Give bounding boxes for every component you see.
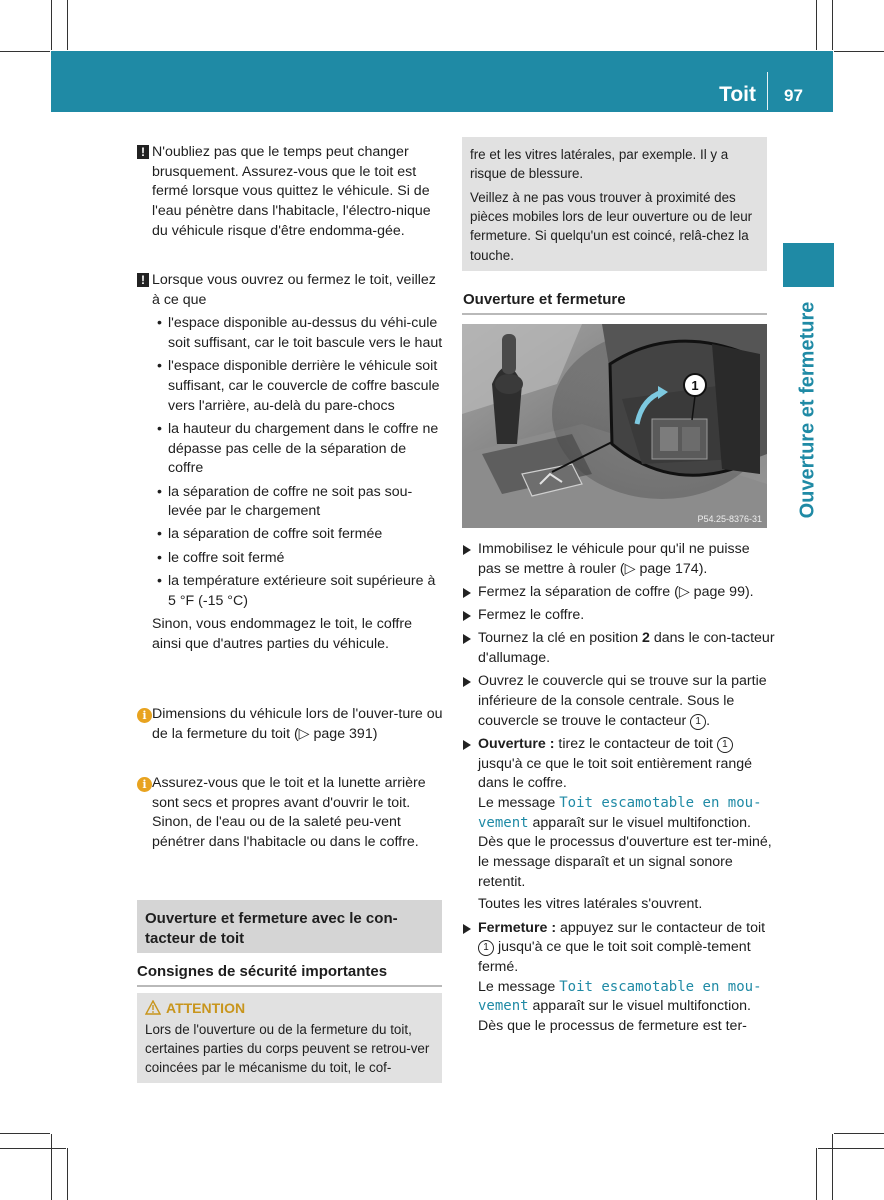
warning-triangle-icon <box>145 1000 161 1015</box>
list-item: • la hauteur du chargement dans le coffre ne dépasse pas celle de la séparation de coffre <box>152 420 443 479</box>
info-icon: i <box>137 777 152 792</box>
step-text: Tournez la clé en position <box>478 630 643 647</box>
warning-cont-2: Veillez à ne pas vous trouver à proximité des pièces mobiles lors de leur ouverture ou de leur fermeture. Si quelqu'un est coincé, relâ-chez la touche. <box>470 190 753 263</box>
step-text: jusqu'à ce que le toit soit complè-tement fermé. <box>478 939 751 976</box>
arrow-bullet-icon <box>463 740 471 750</box>
subheading-open-close: Ouverture et fermeture <box>463 291 626 308</box>
step-item <box>463 919 775 1037</box>
photo-code: P54.25-8376-31 <box>697 514 762 524</box>
step-item <box>463 583 775 603</box>
step-text: Ouvrez le couvercle qui se trouve sur la partie inférieure de la console centrale. Sous le couvercle se trouve le contacteur <box>478 673 767 729</box>
attention-box-continued <box>462 137 767 271</box>
page-header-bar <box>51 51 833 112</box>
callout-marker: 1 <box>717 737 733 753</box>
info-text: Dimensions du véhicule lors de l'ouver-ture ou de la fermeture du toit (▷ page 391) <box>152 706 443 742</box>
step-text: tirez le contacteur de toit <box>554 735 717 752</box>
list-item: • le coffre soit fermé <box>152 549 443 569</box>
side-tab-label: Ouverture et fermeture <box>796 301 819 519</box>
step-item <box>463 672 775 731</box>
crop-mark <box>51 1134 52 1200</box>
display-message: Toit escamotable en mou-vement <box>478 978 762 1015</box>
photo-callout-number: 1 <box>691 378 699 393</box>
step-label: Fermeture : <box>478 919 557 936</box>
arrow-bullet-icon <box>463 545 471 555</box>
crop-mark <box>67 0 68 50</box>
step-text: jusqu'à ce que le toit soit entièrement rangé dans le coffre. <box>478 755 753 792</box>
note-intro: Lorsque vous ouvrez ou fermez le toit, veillez à ce que <box>152 272 436 308</box>
warning-cont-1: fre et les vitres latérales, par exemple. Il y a risque de blessure. <box>470 147 729 182</box>
warning-note-space <box>137 271 443 655</box>
crop-mark <box>0 1148 66 1149</box>
roof-switch-photo <box>462 324 767 528</box>
page-title: Toit <box>719 83 756 106</box>
attention-text: Lors de l'ouverture ou de la fermeture du toit, certaines parties du corps peuvent se retrou-ver coincées par le mécanisme du toit, le cof- <box>145 1022 430 1076</box>
step-label: Ouverture : <box>478 735 555 752</box>
step-text: Immobilisez le véhicule pour qu'il ne puisse pas se mettre à rouler (▷ page 174). <box>478 541 750 577</box>
list-item: • la séparation de coffre soit fermée <box>152 525 443 545</box>
arrow-bullet-icon <box>463 588 471 598</box>
arrow-bullet-icon <box>463 611 471 621</box>
header-divider <box>767 72 768 110</box>
arrow-bullet-icon <box>463 634 471 644</box>
callout-marker: 1 <box>690 714 706 730</box>
callout-marker: 1 <box>478 940 494 956</box>
step-item <box>463 735 775 915</box>
warning-note-weather <box>137 143 443 242</box>
step-item <box>463 606 775 626</box>
display-message: Toit escamotable en mou-vement <box>478 794 762 831</box>
subheading-rule <box>137 985 442 987</box>
crop-mark <box>51 0 52 50</box>
arrow-bullet-icon <box>463 924 471 934</box>
list-item: • l'espace disponible derrière le véhicule soit suffisant, car le couvercle de coffre bascule vers l'arrière, au-delà du pare-chocs <box>152 357 443 416</box>
step-item <box>463 629 775 668</box>
crop-mark <box>818 1148 884 1149</box>
crop-mark <box>834 51 884 52</box>
crop-mark <box>0 51 50 52</box>
step-extra: Toutes les vitres latérales s'ouvrent. <box>478 896 703 913</box>
step-text: Fermez le coffre. <box>478 607 585 624</box>
arrow-bullet-icon <box>463 677 471 687</box>
subheading-safety: Consignes de sécurité importantes <box>137 963 388 980</box>
section-heading: Ouverture et fermeture avec le con-tacteur de toit <box>145 910 398 947</box>
info-text: Assurez-vous que le toit et la lunette arrière sont secs et propres avant d'ouvrir le toit. Sinon, de l'eau ou de la saleté peu-vent pénétrer dans l'habitacle ou dans le coffre. <box>152 775 426 851</box>
step-text: dans le con-tacteur d'allumage. <box>478 630 775 667</box>
crop-mark <box>832 0 833 50</box>
step-text: Le message <box>478 794 560 811</box>
info-icon: i <box>137 708 152 723</box>
step-text: apparaît sur le visuel multifonction. Dès que le processus de fermeture est ter- <box>478 998 751 1035</box>
exclamation-icon: ! <box>137 273 149 287</box>
crop-mark <box>834 1133 884 1134</box>
note-text: N'oubliez pas que le temps peut changer brusquement. Assurez-vous que le toit est fermé lorsque vous quittez le véhicule. Si de l'eau pénètre dans l'habitacle, l'électro-nique du véhicule risque d'être endomma-gée. <box>152 144 431 239</box>
attention-box <box>137 993 442 1083</box>
list-item: • la température extérieure soit supérieure à 5 °F (-15 °C) <box>152 572 443 611</box>
crop-mark <box>816 1148 817 1200</box>
section-heading-box <box>137 900 442 953</box>
list-item: • la séparation de coffre ne soit pas sou-levée par le chargement <box>152 483 443 522</box>
step-text: Le message <box>478 978 560 995</box>
step-text: apparaît sur le visuel multifonction. Dès que le processus d'ouverture est ter-miné, le message disparaît et un signal sonore retentit. <box>478 814 772 890</box>
step-text: Fermez la séparation de coffre (▷ page 99). <box>478 583 754 600</box>
step-item <box>463 540 775 579</box>
crop-mark <box>0 1133 50 1134</box>
info-note-dry <box>137 774 443 853</box>
info-note-dimensions <box>137 705 443 744</box>
instruction-steps <box>463 540 775 1040</box>
crop-mark <box>832 1134 833 1200</box>
page-number: 97 <box>784 86 803 105</box>
crop-mark <box>816 0 817 50</box>
list-item: • l'espace disponible au-dessus du véhi-cule soit suffisant, car le toit bascule vers le haut <box>152 314 443 353</box>
step-text: . <box>706 712 711 729</box>
note-outro: Sinon, vous endommagez le toit, le coffre ainsi que d'autres parties du véhicule. <box>152 616 412 652</box>
conditions-list <box>137 314 443 611</box>
crop-mark <box>67 1148 68 1200</box>
key-position: 2 <box>642 630 650 647</box>
step-text: appuyez sur le contacteur de toit <box>556 919 766 936</box>
exclamation-icon: ! <box>137 145 149 159</box>
attention-label: ATTENTION <box>166 1000 246 1016</box>
subheading-rule <box>462 313 767 315</box>
